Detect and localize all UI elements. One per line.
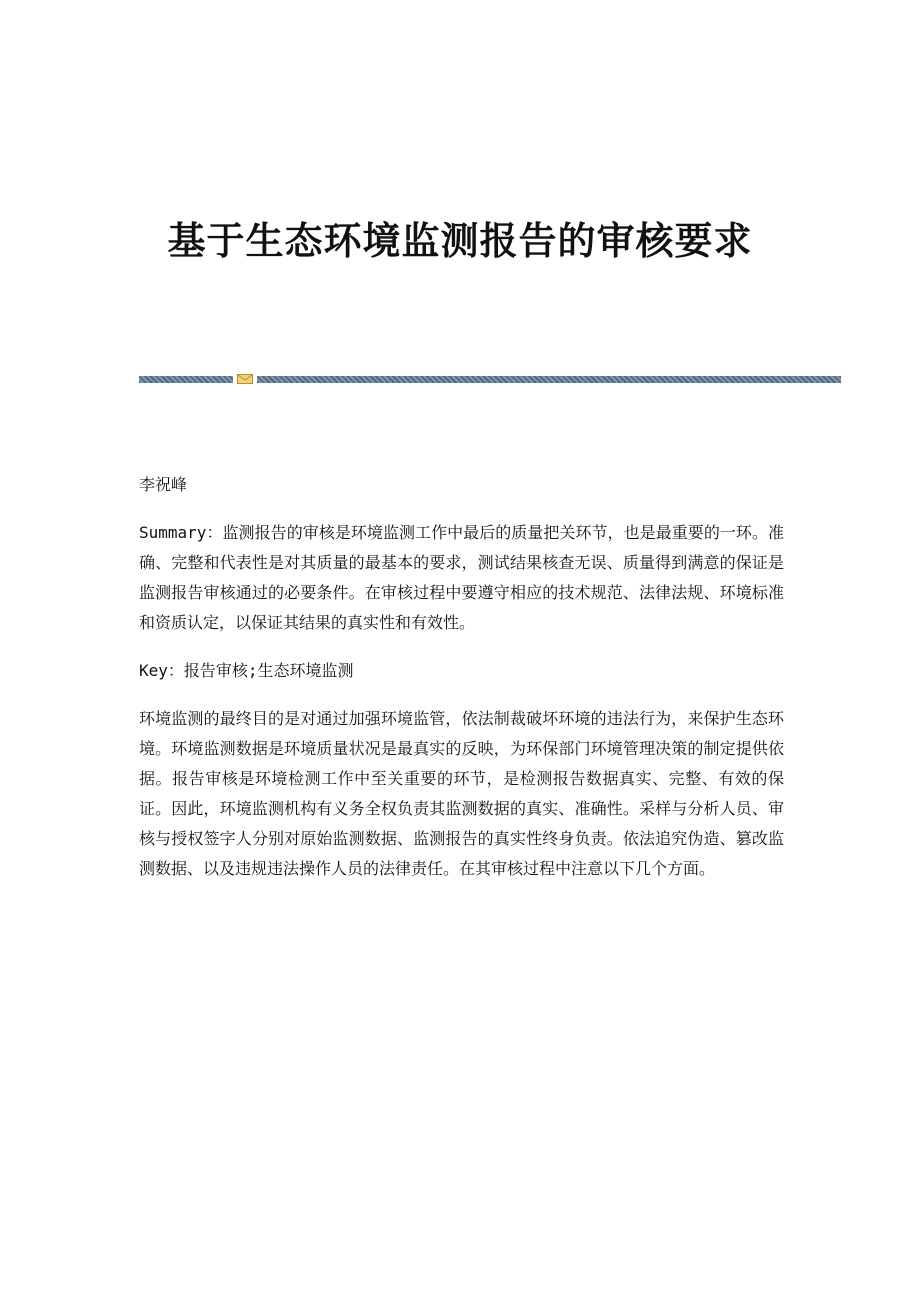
body-paragraph: 环境监测的最终目的是对通过加强环境监管，依法制裁破坏环境的违法行为，来保护生态环境。环境监测数据是环境质量状况是最真实的反映，为环保部门环境管理决策的制定提供依据。报告审核是环境检测工作中至关重要的环节，是检测报告数据真实、完整、有效的保证。因此，环境监测机构有义务全权负责其监测数据的真实、准确性。采样与分析人员、审核与授权签字人分别对原始监测数据、监测报告的真实性终身负责。依法追究伪造、篡改监测数据、以及违规违法操作人员的法律责任。在其审核过程中注意以下几个方面。 xyxy=(139,709,784,878)
author-name: 李祝峰 xyxy=(139,475,188,494)
keywords-line: Key：报告审核;生态环境监测 xyxy=(139,661,354,680)
summary-paragraph: Summary：监测报告的审核是环境监测工作中最后的质量把关环节，也是最重要的一环。准确、完整和代表性是对其质量的最基本的要求，测试结果核查无误、质量得到满意的保证是监测报告审核通过的必要条件。在审核过程中要遵守相应的技术规范、法律法规、环境标准和资质认定，以保证其结果的真实性和有效性。 xyxy=(139,523,784,632)
divider-bar-right xyxy=(257,376,841,383)
document-title: 基于生态环境监测报告的审核要求 xyxy=(167,218,753,263)
document-body xyxy=(139,470,784,902)
divider-bar-left xyxy=(139,376,233,383)
title-divider xyxy=(139,373,841,385)
envelope-icon xyxy=(237,373,253,385)
